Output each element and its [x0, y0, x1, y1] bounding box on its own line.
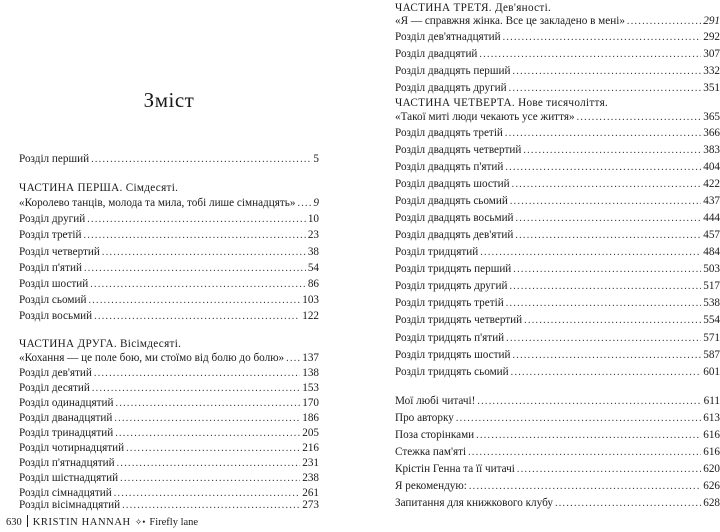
toc-entry-page: 611 [703, 395, 720, 407]
toc-entry-page: 292 [703, 31, 720, 43]
toc-entry-page: 613 [703, 412, 720, 424]
page-footer [6, 514, 198, 530]
toc-entry[interactable] [395, 295, 720, 312]
toc-entry-title: Розділ тридцять шостий [395, 349, 511, 361]
toc-entry-title: Розділ двадцять четвертий [395, 144, 522, 156]
dot-leader [512, 63, 701, 80]
toc-entry-title: Розділ одинадцятий [19, 397, 114, 409]
toc-entry-title: Розділ дев'ятий [19, 367, 92, 379]
dot-leader [512, 347, 701, 364]
toc-entry[interactable] [395, 159, 720, 176]
dot-leader [456, 410, 701, 427]
toc-entry-title: Розділ перший [19, 153, 90, 165]
toc-entry-title: Мої любі читачі! [395, 395, 476, 407]
toc-entry-title: Поза сторінками [395, 429, 475, 441]
toc-entry[interactable] [395, 125, 720, 142]
toc-entry[interactable] [19, 260, 319, 277]
dot-leader [513, 261, 701, 278]
toc-entry[interactable] [19, 151, 319, 168]
toc-entry[interactable] [395, 142, 720, 159]
toc-entry-page: 10 [307, 213, 319, 225]
toc-entry-page: 186 [302, 412, 319, 424]
toc-entry-page: 554 [703, 314, 720, 326]
toc-entry-page: 238 [302, 472, 319, 484]
dot-leader [476, 427, 701, 444]
toc-entry[interactable] [395, 330, 720, 347]
toc-entry[interactable] [19, 497, 319, 514]
toc-entry-page: 422 [703, 178, 720, 190]
dot-leader [505, 159, 701, 176]
dot-leader [90, 276, 306, 293]
toc-entry[interactable] [19, 195, 319, 212]
dot-leader [84, 227, 306, 244]
toc-entry[interactable] [395, 312, 720, 329]
toc-entry-page: 366 [703, 127, 720, 139]
dot-leader [524, 312, 701, 329]
footer-book-title: Firefly lane [149, 517, 199, 528]
toc-entry-title: Розділ двадцять дев'ятий [395, 229, 514, 241]
toc-entry-title: Розділ вісімнадцятий [19, 499, 121, 511]
dot-leader [515, 227, 701, 244]
toc-entry-title: Розділ чотирнадцятий [19, 442, 125, 454]
dot-leader [503, 29, 702, 46]
toc-entry-title: Розділ тридцять третій [395, 297, 504, 309]
part-heading: ЧАСТИНА ТРЕТЯ. Дев'яності. [395, 2, 552, 14]
dot-leader [84, 260, 306, 277]
toc-entry-title: Я рекомендую: [395, 480, 467, 492]
dot-leader [87, 211, 306, 228]
toc-entry-page: 23 [307, 229, 319, 241]
toc-entry-page: 273 [302, 499, 319, 511]
dot-leader [517, 461, 701, 478]
toc-entry-page: 503 [703, 263, 720, 275]
toc-entry-title: Розділ двадцять третій [395, 127, 503, 139]
dot-leader [506, 330, 701, 347]
toc-entry-title: Розділ четвертий [19, 246, 100, 258]
toc-entry-title: Розділ тридцять другий [395, 280, 508, 292]
toc-entry-page: 307 [703, 48, 720, 60]
toc-entry-title: Про авторку [395, 412, 454, 424]
toc-entry-title: Розділ шістнадцятий [19, 472, 119, 484]
toc-entry-page: 616 [703, 446, 720, 458]
page-number: 630 [6, 517, 22, 528]
toc-entry-page: 170 [302, 397, 319, 409]
toc-entry-page: 404 [703, 161, 720, 173]
toc-entry[interactable] [19, 276, 319, 293]
toc-entry-page: 620 [703, 463, 720, 475]
toc-entry-page: 231 [302, 457, 319, 469]
toc-entry[interactable] [19, 211, 319, 228]
dot-leader [477, 393, 701, 410]
toc-entry-title: Розділ двадцять сьомий [395, 195, 508, 207]
toc-entry-title: Розділ дванадцятий [19, 412, 113, 424]
toc-entry-page: 86 [307, 278, 319, 290]
toc-entry-page: 332 [703, 65, 720, 77]
toc-entry-page: 616 [703, 429, 720, 441]
toc-entry-page: 261 [302, 487, 319, 499]
toc-entry-title: Розділ тридцятий [395, 246, 479, 258]
toc-entry[interactable] [395, 278, 720, 295]
toc-entry-title: Розділ двадцять другий [395, 82, 507, 94]
toc-entry-page: 54 [307, 262, 319, 274]
toc-entry-title: «Королево танців, молода та мила, тобі лише сімнадцять» [19, 197, 296, 209]
toc-entry-page: 457 [703, 229, 720, 241]
toc-entry-title: Крістін Генна та її читачі [395, 463, 515, 475]
toc-entry-page: 484 [703, 246, 720, 258]
toc-entry-title: Розділ тринадцятий [19, 427, 114, 439]
toc-entry-page: 9 [313, 197, 319, 209]
toc-entry-title: Стежка пам'яті [395, 446, 467, 458]
dot-leader [510, 193, 701, 210]
toc-entry-page: 351 [703, 82, 720, 94]
toc-entry[interactable] [395, 495, 720, 512]
toc-entry-page: 122 [302, 310, 319, 322]
toc-entry-page: 216 [302, 442, 319, 454]
toc-entry[interactable] [395, 410, 720, 427]
toc-entry-title: Розділ другий [19, 213, 86, 225]
part-heading: ЧАСТИНА ЧЕТВЕРТА. Нове тисячоліття. [395, 97, 609, 109]
toc-entry[interactable] [395, 478, 720, 495]
toc-entry[interactable] [395, 347, 720, 364]
ornament-icon: ✧• [134, 517, 146, 527]
dot-leader [555, 495, 701, 512]
toc-entry-page: 517 [703, 280, 720, 292]
toc-entry-page: 587 [703, 349, 720, 361]
toc-entry-title: Запитання для книжкового клубу [395, 497, 553, 509]
dot-leader [94, 308, 300, 325]
toc-entry[interactable] [395, 444, 720, 461]
toc-entry[interactable] [395, 29, 720, 46]
toc-entry[interactable] [19, 308, 319, 325]
dot-leader [469, 478, 701, 495]
toc-entry-page: 444 [703, 212, 720, 224]
toc-entry-page: 383 [703, 144, 720, 156]
toc-entry-title: «Такої миті люди чекають усе життя» [395, 111, 575, 123]
toc-entry-title: Розділ тридцять перший [395, 263, 512, 275]
toc-entry-title: Розділ п'ятнадцятий [19, 457, 115, 469]
toc-entry[interactable] [395, 13, 720, 30]
toc-entry-page: 365 [703, 111, 720, 123]
toc-entry[interactable] [19, 244, 319, 261]
dot-leader [102, 244, 306, 261]
toc-entry-title: Розділ сьомий [19, 294, 87, 306]
toc-entry-title: Розділ тридцять четвертий [395, 314, 523, 326]
toc-entry-page: 38 [307, 246, 319, 258]
toc-entry-page: 628 [703, 497, 720, 509]
toc-entry-title: Розділ дев'ятнадцятий [395, 31, 501, 43]
toc-entry[interactable] [395, 427, 720, 444]
toc-entry-title: Розділ тридцять п'ятий [395, 332, 505, 344]
toc-entry-page: 601 [703, 366, 720, 378]
toc-entry[interactable] [19, 292, 319, 309]
toc-entry[interactable] [395, 176, 720, 193]
toc-entry-page: 5 [313, 153, 319, 165]
toc-entry[interactable] [395, 364, 720, 381]
dot-leader [523, 142, 701, 159]
dot-leader [577, 109, 702, 126]
footer-author: KRISTIN HANNAH [32, 517, 131, 528]
dot-leader [506, 295, 701, 312]
dot-leader [91, 151, 311, 168]
toc-entry-page: 153 [302, 382, 319, 394]
toc-entry-title: Розділ сімнадцятий [19, 487, 112, 499]
toc-entry-title: Розділ двадцять восьмий [395, 212, 514, 224]
dot-leader [511, 364, 702, 381]
dot-leader [480, 244, 701, 261]
toc-entry-title: Розділ тридцять сьомий [395, 366, 509, 378]
toc-entry-title: Розділ восьмий [19, 310, 93, 322]
toc-entry-title: Розділ двадцять шостий [395, 178, 510, 190]
toc-entry[interactable] [19, 227, 319, 244]
toc-entry[interactable] [395, 109, 720, 126]
dot-leader [468, 444, 701, 461]
dot-leader [516, 210, 702, 227]
toc-entry[interactable] [395, 261, 720, 278]
toc-entry[interactable] [395, 46, 720, 63]
toc-heading: Зміст [143, 88, 195, 112]
toc-entry-title: Розділ двадцять перший [395, 65, 511, 77]
toc-entry-title: Розділ двадцятий [395, 48, 478, 60]
part-heading: ЧАСТИНА ПЕРША. Сімдесяті. [19, 182, 179, 194]
toc-entry-title: «Кохання — це поле бою, ми стоїмо від болю до болю» [19, 352, 285, 364]
part-heading: ЧАСТИНА ДРУГА. Вісімдесяті. [19, 338, 182, 350]
toc-entry-title: Розділ шостий [19, 278, 89, 290]
toc-entry[interactable] [395, 227, 720, 244]
toc-entry-page: 291 [703, 15, 720, 27]
toc-entry-title: Розділ двадцять п'ятий [395, 161, 504, 173]
dot-leader [512, 176, 702, 193]
dot-leader [297, 195, 311, 212]
dot-leader [509, 278, 701, 295]
toc-entry-title: Розділ п'ятий [19, 262, 82, 274]
toc-entry-title: «Я — справжня жінка. Все це закладено в мені» [395, 15, 625, 27]
toc-entry-page: 103 [302, 294, 319, 306]
toc-entry[interactable] [395, 210, 720, 227]
toc-entry[interactable] [395, 244, 720, 261]
toc-entry-page: 137 [302, 352, 319, 364]
dot-leader [479, 46, 701, 63]
toc-entry-page: 437 [703, 195, 720, 207]
toc-entry-page: 538 [703, 297, 720, 309]
toc-entry[interactable] [395, 193, 720, 210]
dot-leader [627, 13, 701, 30]
toc-entry-page: 626 [703, 480, 720, 492]
dot-leader [122, 497, 300, 514]
toc-entry[interactable] [395, 63, 720, 80]
dot-leader [505, 125, 701, 142]
toc-entry-title: Розділ третій [19, 229, 82, 241]
toc-entry[interactable] [395, 393, 720, 410]
toc-entry[interactable] [395, 461, 720, 478]
toc-entry-title: Розділ десятий [19, 382, 90, 394]
toc-entry-page: 205 [302, 427, 319, 439]
toc-entry-page: 571 [703, 332, 720, 344]
toc-entry-page: 138 [302, 367, 319, 379]
footer-divider [27, 515, 28, 527]
dot-leader [88, 292, 300, 309]
